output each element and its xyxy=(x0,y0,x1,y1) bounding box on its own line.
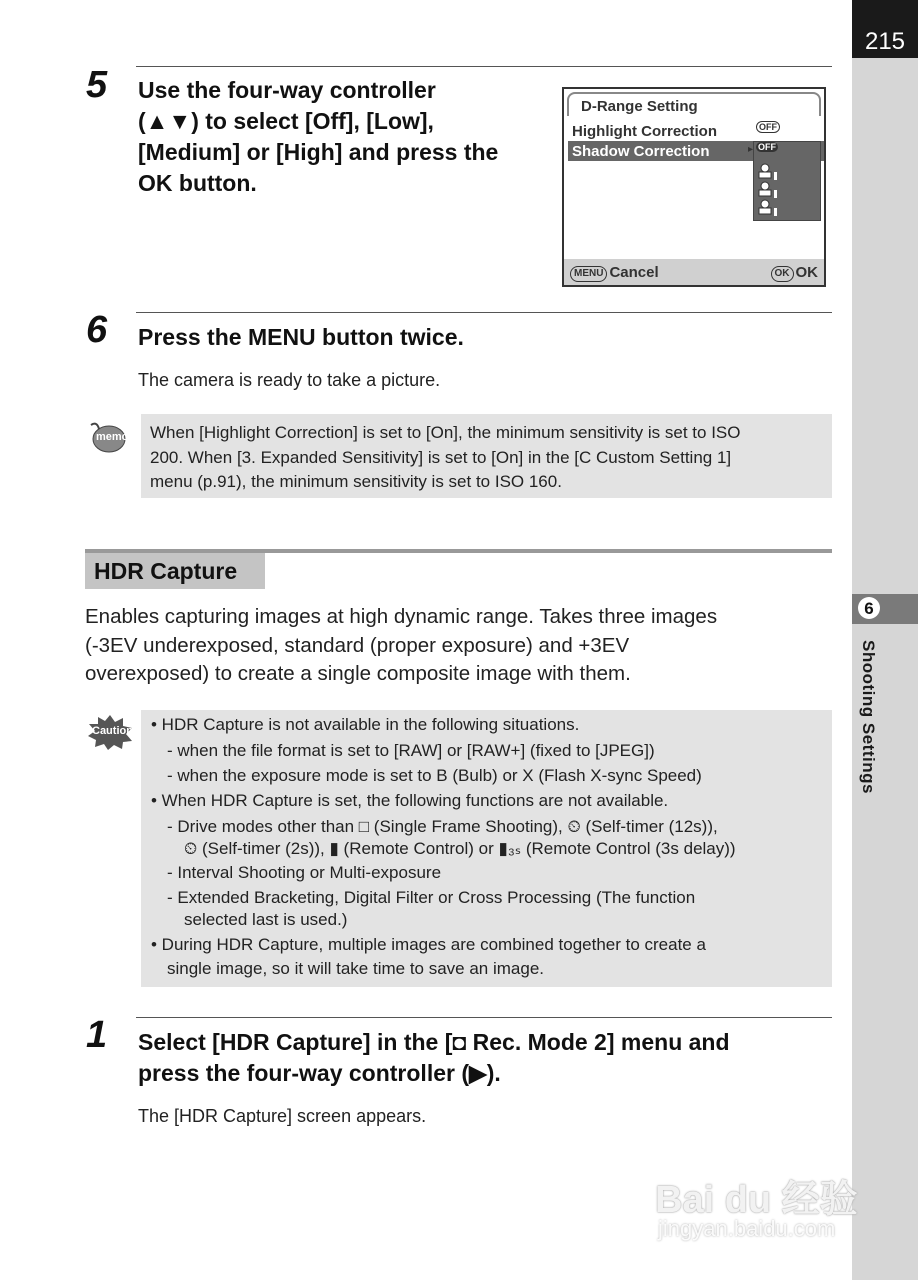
section-intro xyxy=(85,603,825,689)
step5-title-line: (▲▼) to select [Off], [Low], xyxy=(138,108,434,134)
memo-line: menu (p.91), the minimum sensitivity is set to ISO 160. xyxy=(150,472,562,491)
memo-text xyxy=(150,421,824,495)
page-number: 215 xyxy=(852,0,918,58)
caution-icon-label: Caution xyxy=(92,725,133,737)
screen-footer xyxy=(564,259,824,285)
intro-line: overexposed) to create a single composite image with them. xyxy=(85,662,631,685)
caution-line: • During HDR Capture, multiple images are combined together to create a xyxy=(151,935,706,954)
chapter-title: Shooting Settings xyxy=(859,640,878,794)
caution-line: • When HDR Capture is set, the following functions are not available. xyxy=(151,791,669,810)
caution-line: • HDR Capture is not available in the following situations. xyxy=(151,715,580,734)
caution-line: - when the exposure mode is set to B (Bulb) or X (Flash X-sync Speed) xyxy=(167,766,702,785)
caution-line: single image, so it will take time to save an image. xyxy=(167,959,545,978)
step5-title-line: OK button. xyxy=(138,170,257,196)
step6-body: The camera is ready to take a picture. xyxy=(138,370,441,390)
dropdown-icons xyxy=(754,142,820,220)
memo-line: When [Highlight Correction] is set to [On], the minimum sensitivity is set to ISO xyxy=(150,423,741,442)
ok-label: OK xyxy=(795,264,818,281)
step5-rule xyxy=(136,66,832,67)
step1-number: 1 xyxy=(86,1014,108,1056)
step6-number: 6 xyxy=(86,309,108,351)
memo-icon xyxy=(87,419,127,455)
ok-key-icon: OK xyxy=(771,266,794,282)
step5-number: 5 xyxy=(86,64,108,106)
pointer-icon: ▸ xyxy=(748,144,754,155)
camera-screen xyxy=(562,87,826,287)
highlight-off-icon: OFF xyxy=(756,121,780,133)
watermark-url: jingyan.baidu.com xyxy=(658,1216,836,1241)
step5-title-line: Use the four-way controller xyxy=(138,77,436,103)
shadow-off-icon: OFF xyxy=(758,142,776,152)
highlight-correction-row[interactable]: Highlight Correction xyxy=(572,123,717,140)
caution-line: - when the file format is set to [RAW] or [RAW+] (fixed to [JPEG]) xyxy=(167,741,655,760)
caution-line: - Extended Bracketing, Digital Filter or Cross Processing (The function xyxy=(167,888,696,907)
intro-line: Enables capturing images at high dynamic range. Takes three images xyxy=(85,605,718,628)
step6-rule xyxy=(136,312,832,313)
step5-title-line: [Medium] or [High] and press the xyxy=(138,139,499,165)
step5-title xyxy=(138,75,548,199)
watermark-brand: Bai du 经验 xyxy=(655,1179,858,1221)
step1-title-line: Select [HDR Capture] in the [◘ Rec. Mode 2] menu and xyxy=(138,1029,730,1055)
caution-line: selected last is used.) xyxy=(184,910,348,929)
ok-hint xyxy=(771,264,819,282)
caution-icon xyxy=(86,714,134,750)
step1-rule xyxy=(136,1017,832,1018)
step1-title-line: press the four-way controller (▶). xyxy=(138,1060,501,1086)
chapter-number: 6 xyxy=(858,597,880,619)
memo-box xyxy=(141,414,832,498)
section-heading xyxy=(85,553,265,589)
cancel-hint xyxy=(570,264,659,282)
shadow-correction-row[interactable]: Shadow Correction xyxy=(572,143,710,160)
memo-icon-label: memo xyxy=(96,431,129,443)
step6-title: Press the MENU button twice. xyxy=(138,324,464,350)
menu-key-icon: MENU xyxy=(570,266,607,282)
memo-line: 200. When [3. Expanded Sensitivity] is set to [On] in the [C Custom Setting 1] xyxy=(150,447,732,467)
caution-line: - Interval Shooting or Multi-exposure xyxy=(167,863,442,882)
screen-tab xyxy=(567,92,821,116)
screen-title: D-Range Setting xyxy=(581,98,698,115)
caution-box xyxy=(141,710,832,987)
value-dropdown xyxy=(753,141,821,221)
step1-title xyxy=(138,1027,838,1089)
cancel-label: Cancel xyxy=(609,264,659,281)
caution-line: - Drive modes other than □ (Single Frame Shooting), ⏲ (Self-timer (12s)), xyxy=(167,817,718,836)
step1-body: The [HDR Capture] screen appears. xyxy=(138,1106,427,1126)
section-title: HDR Capture xyxy=(94,558,238,584)
intro-line: (-3EV underexposed, standard (proper exposure) and +3EV xyxy=(85,633,630,657)
caution-line: ⏲ (Self-timer (2s)), ▮ (Remote Control) or ▮₃ₛ (Remote Control (3s delay)) xyxy=(184,839,736,858)
